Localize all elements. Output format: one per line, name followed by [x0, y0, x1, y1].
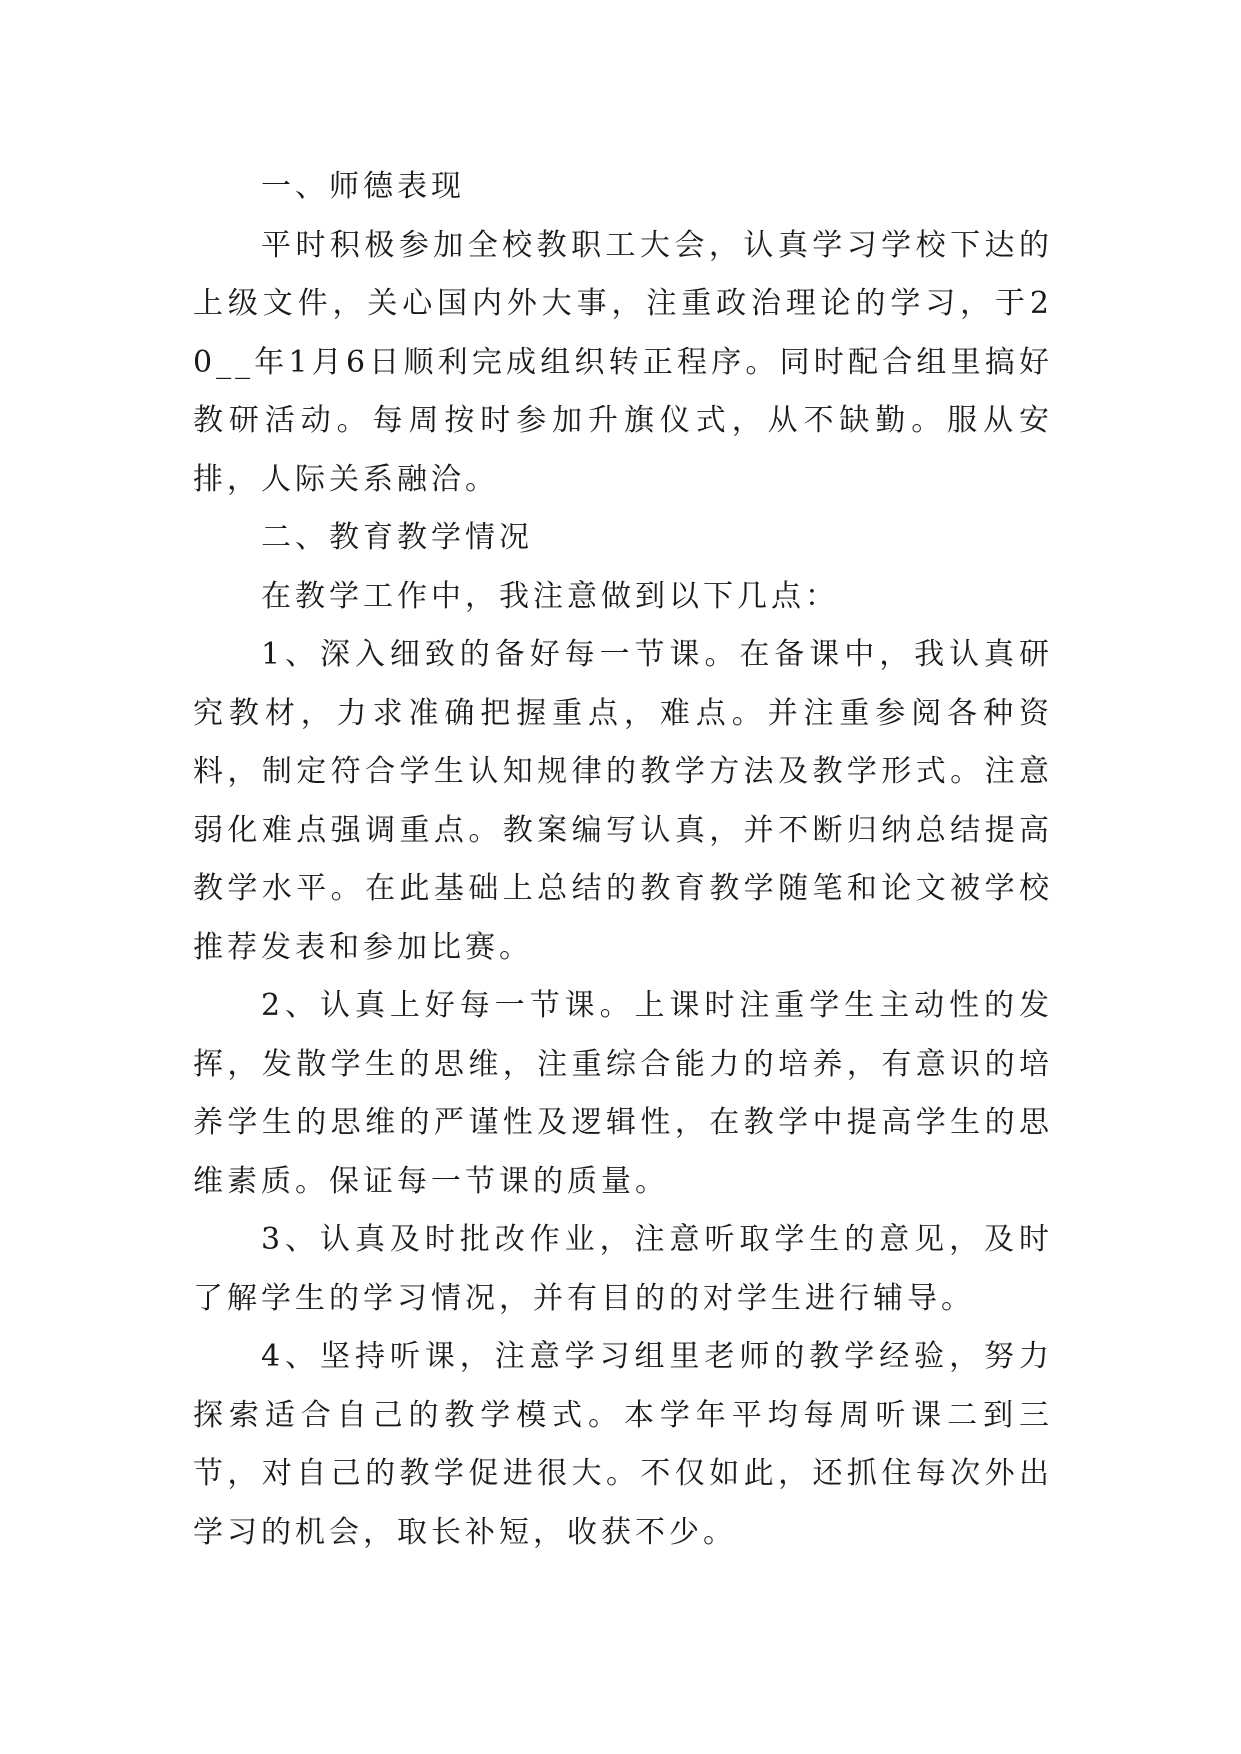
- section-heading-2: 二、教育教学情况: [261, 520, 533, 555]
- paragraph-5: 3、认真及时批改作业，注意听取学生的意见，及时了解学生的学习情况，并有目的的对学生进行辅导。: [193, 1222, 1053, 1316]
- paragraph-1: 平时积极参加全校教职工大会，认真学习学校下达的上级文件，关心国内外大事，注重政治理论的学习，于20__年1月6日顺利完成组织转正程序。同时配合组里搞好教研活动。每周按时参加升旗仪式，从不缺勤。服从安排，人际关系融洽。: [193, 227, 1053, 497]
- paragraph-2: 在教学工作中，我注意做到以下几点：: [261, 578, 839, 614]
- document-body: [193, 158, 1053, 1562]
- paragraph-4: 2、认真上好每一节课。上课时注重学生主动性的发挥，发散学生的思维，注重综合能力的培养，有意识的培养学生的思维的严谨性及逻辑性，在教学中提高学生的思维素质。保证每一节课的质量。: [193, 988, 1053, 1199]
- paragraph-6: 4、坚持听课，注意学习组里老师的教学经验，努力探索适合自己的教学模式。本学年平均每周听课二到三节，对自己的教学促进很大。不仅如此，还抓住每次外出学习的机会，取长补短，收获不少。: [193, 1339, 1053, 1550]
- paragraph-3: 1、深入细致的备好每一节课。在备课中，我认真研究教材，力求准确把握重点，难点。并注重参阅各种资料，制定符合学生认知规律的教学方法及教学形式。注意弱化难点强调重点。教案编写认真，并不断归纳总结提高教学水平。在此基础上总结的教育教学随笔和论文被学校推荐发表和参加比赛。: [193, 637, 1053, 965]
- section-heading-1: 一、师德表现: [261, 169, 465, 204]
